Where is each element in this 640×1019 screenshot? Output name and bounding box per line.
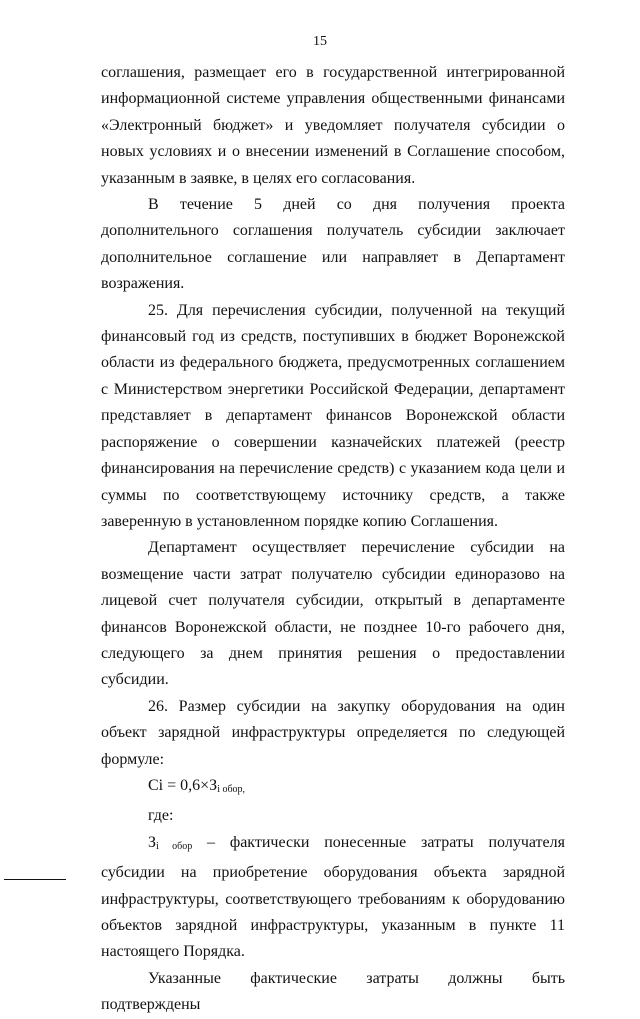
paragraph-26-subsidy-size: 26. Размер субсидии на закупку оборудования на один объект зарядной инфраструктуры определяется по следующей формуле:: [101, 697, 565, 768]
term-definition-text: – фактически понесенные затраты получателя субсидии на приобретение оборудования объекта зарядной инфраструктуры, соответствующего требованиям к оборудованию объектов зарядной инфраструктуры, указанным в пункте 11 настоящего Порядка.: [101, 833, 565, 961]
page-number: 15: [313, 34, 327, 49]
paragraph-subsidy-transfer: Департамент осуществляет перечисление субсидии на возмещение части затрат получателю субсидии единоразово на лицевой счет получателя субсидии, открытый в департаменте финансов Воронежской области, не позднее 10-го рабочего дня, следующего за днем принятия решения о предоставлении субсидии.: [101, 539, 565, 689]
term-subscript: i обор: [156, 840, 193, 852]
paragraph-agreement-placement: соглашения, размещает его в государственной интегрированной информационной системе управления общественными финансами «Электронный бюджет» и уведомляет получателя субсидии о новых условиях и о внесении изменений в Соглашение способом, указанным в заявке, в целях его согласования.: [101, 64, 565, 187]
term-symbol: З: [148, 833, 157, 851]
paragraph-objections-deadline: В течение 5 дней со дня получения проекта дополнительного соглашения получатель субсидии заключает дополнительное соглашение или направляет в Департамент возражения.: [101, 196, 565, 293]
subsidy-formula: [101, 773, 565, 803]
formula-subscript: i обор,: [217, 783, 246, 795]
paragraph-costs-confirmation: Указанные фактические затраты должны быть подтверждены: [101, 969, 565, 1014]
document-body: [101, 60, 565, 1019]
footnote-rule: [4, 879, 66, 880]
paragraph-25-transfer-order: 25. Для перечисления субсидии, полученной на текущий финансовый год из средств, поступивших в бюджет Воронежской области из федерального бюджета, предусмотренных соглашением с Министерством энергетики Российской Федерации, департамент представляет в департамент финансов Воронежской области распоряжение о совершении казначейских платежей (реестр финансирования на перечисление средств) с указанием кода цели и суммы по соответствующему источнику средств, а также заверенную в установленном порядке копию Соглашения.: [101, 301, 565, 530]
formula-main: Ci = 0,6×З: [148, 776, 218, 794]
formula-where-label: где:: [148, 807, 174, 825]
paragraph-term-definition: [101, 830, 565, 966]
